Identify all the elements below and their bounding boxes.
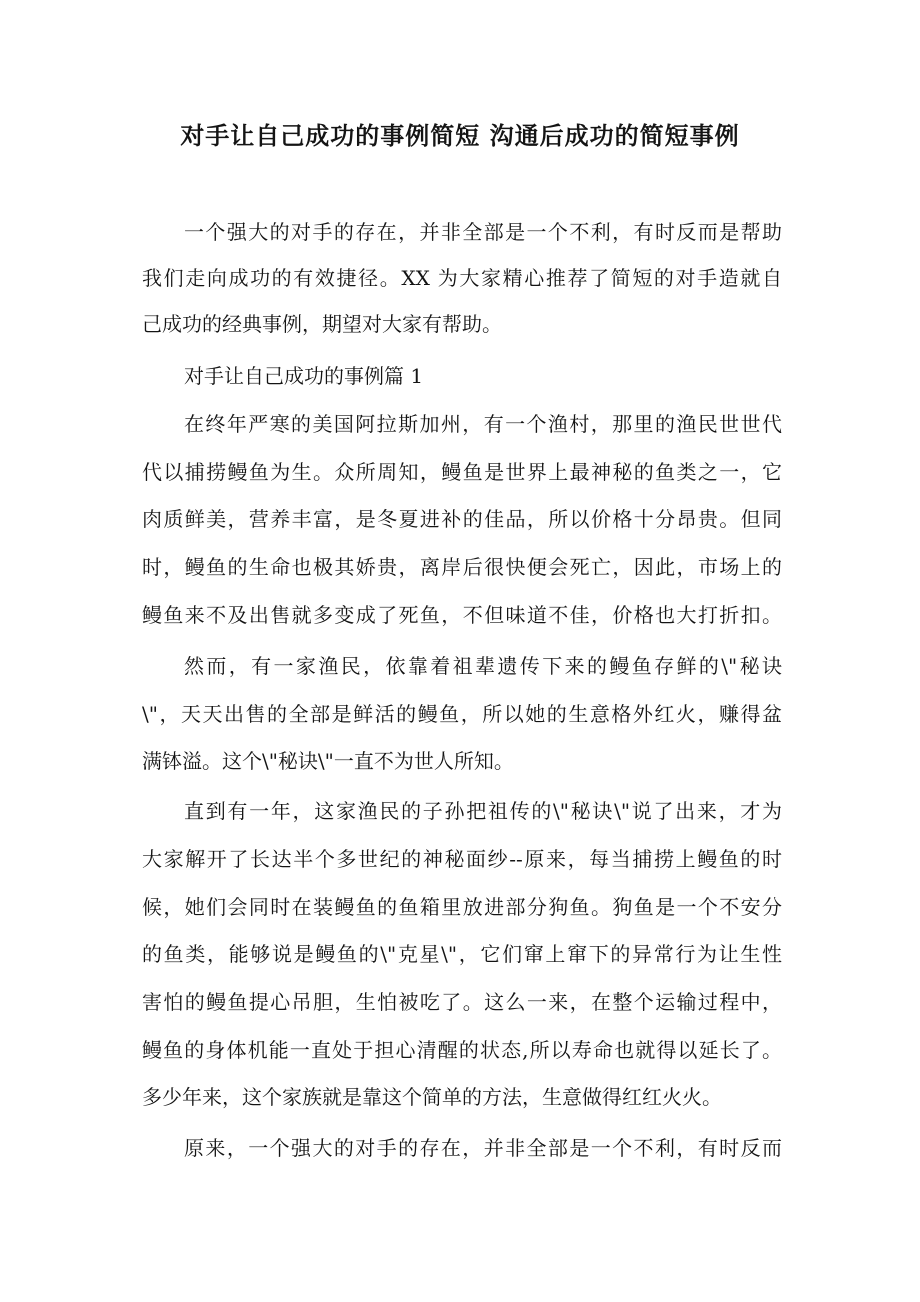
para2-line-2: \"，天天出售的全部是鲜活的鳗鱼，所以她的生意格外红火，赚得盆 [142, 702, 782, 726]
para1-line-4: 时，鳗鱼的生命也极其娇贵，离岸后很快便会死亡，因此，市场上的 [142, 555, 782, 579]
para1-line-1: 在终年严寒的美国阿拉斯加州，有一个渔村，那里的渔民世世代 [184, 412, 782, 436]
intro-line-2: 我们走向成功的有效捷径。XX 为大家精心推荐了简短的对手造就自 [142, 266, 782, 290]
para1-line-2: 代以捕捞鳗鱼为生。众所周知，鳗鱼是世界上最神秘的鱼类之一，它 [142, 460, 782, 484]
para3-line-2: 大家解开了长达半个多世纪的神秘面纱--原来，每当捕捞上鳗鱼的时 [142, 847, 782, 871]
para4-line-1: 原来，一个强大的对手的存在，并非全部是一个不利，有时反而 [184, 1136, 782, 1160]
para3-line-7: 多少年来，这个家族就是靠这个简单的方法，生意做得红红火火。 [142, 1085, 722, 1109]
intro-line-3: 己成功的经典事例，期望对大家有帮助。 [142, 312, 502, 336]
section-heading: 对手让自己成功的事例篇 1 [184, 364, 424, 388]
para2-line-3: 满钵溢。这个\"秘诀\"一直不为世人所知。 [142, 749, 514, 773]
para3-line-6: 鳗鱼的身体机能一直处于担心清醒的状态,所以寿命也就得以延长了。 [142, 1038, 782, 1062]
para3-line-5: 害怕的鳗鱼提心吊胆，生怕被吃了。这么一来，在整个运输过程中， [142, 990, 782, 1014]
para1-line-3: 肉质鲜美，营养丰富，是冬夏进补的佳品，所以价格十分昂贵。但同 [142, 507, 782, 531]
para3-line-3: 候，她们会同时在装鳗鱼的鱼箱里放进部分狗鱼。狗鱼是一个不安分 [142, 895, 782, 919]
para2-line-1: 然而，有一家渔民，依靠着祖辈遗传下来的鳗鱼存鲜的\"秘诀 [184, 654, 782, 678]
intro-line-1: 一个强大的对手的存在，并非全部是一个不利，有时反而是帮助 [184, 220, 782, 244]
document-title: 对手让自己成功的事例简短 沟通后成功的简短事例 [180, 121, 740, 150]
para1-line-5: 鳗鱼来不及出售就多变成了死鱼，不但味道不佳，价格也大打折扣。 [142, 603, 782, 627]
para3-line-4: 的鱼类，能够说是鳗鱼的\"克星\"，它们窜上窜下的异常行为让生性 [142, 942, 782, 966]
para3-line-1: 直到有一年，这家渔民的子孙把祖传的\"秘诀\"说了出来，才为 [184, 799, 782, 823]
